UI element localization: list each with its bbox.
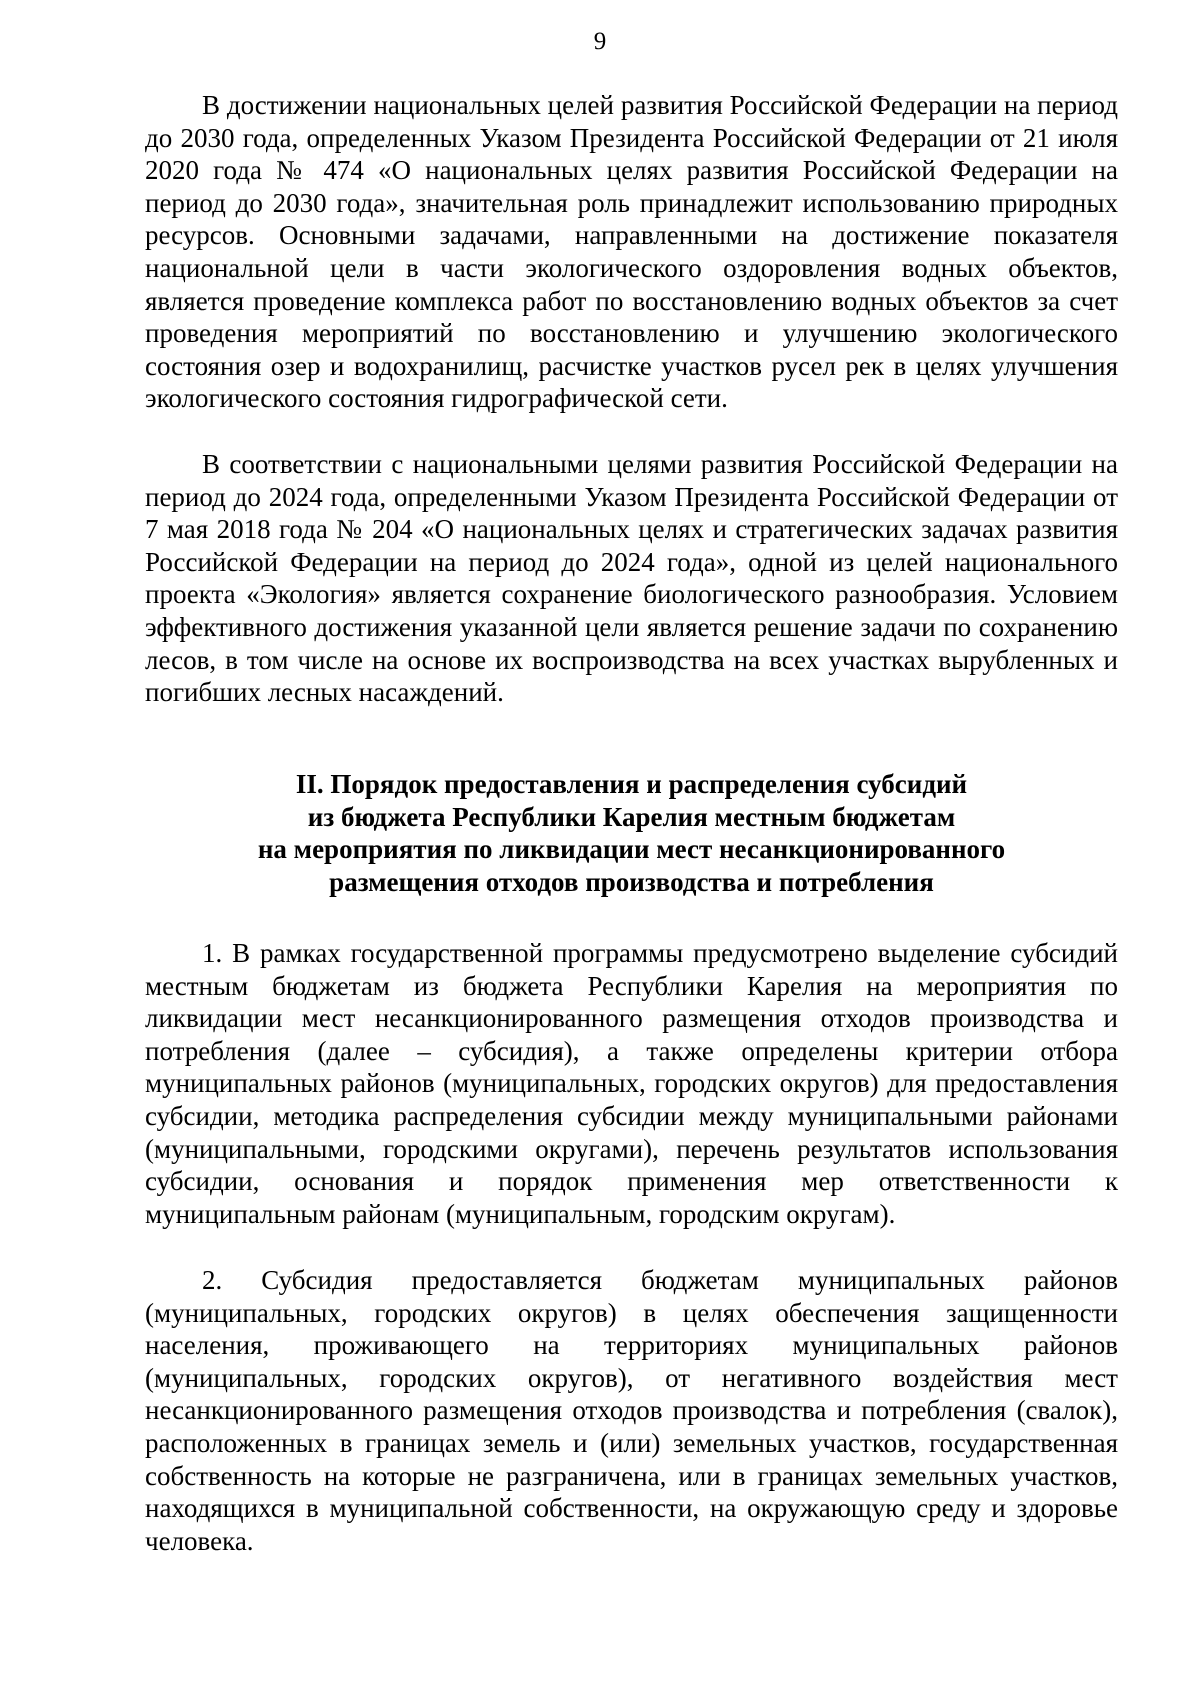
section-item-1: 1. В рамках государственной программы предусмотрено выделение субсидий местным бюджетам из бюджета Республики Карелия на мероприятия по ликвидации мест несанкционированного размещения отходов производства и потребления (далее – субсидия), а также определены критерии отбора муниципальных районов (муниципальных, городских округов) для предоставления субсидии, методика распределения субсидии между муниципальными районами (муниципальными, городскими округами), перечень результатов использования субсидии, основания и порядок применения мер ответственности к муниципальным районам (муниципальным, городским округам). (145, 938, 1118, 1229)
page-number: 9 (593, 28, 607, 55)
section-heading (145, 768, 1118, 898)
section-heading-line: из бюджета Республики Карелия местным бюджетам (307, 801, 956, 832)
paragraph-national-goals-2030: В достижении национальных целей развития Российской Федерации на период до 2030 года, определенных Указом Президента Российской Федерации от 21 июля 2020 года № 474 «О национальных целях развития Российской Федерации на период до 2030 года», значительная роль принадлежит использованию природных ресурсов. Основными задачами, направленными на достижение показателя национальной цели в части экологического оздоровления водных объектов, является проведение комплекса работ по восстановлению водных объектов за счет проведения мероприятий по восстановлению и улучшению экологического состояния озер и водохранилищ, расчистке участков русел рек в целях улучшения экологического состояния гидрографической сети. (145, 90, 1118, 414)
section-heading-line: на мероприятия по ликвидации мест несанкционированного (257, 834, 1006, 865)
section-heading-line: II. Порядок предоставления и распределения субсидий (295, 769, 968, 799)
paragraph-national-goals-2024: В соответствии с национальными целями развития Российской Федерации на период до 2024 года, определенными Указом Президента Российской Федерации от 7 мая 2018 года № 204 «О национальных целях и стратегических задачах развития Российской Федерации на период до 2024 года», одной из целей национального проекта «Экология» является сохранение биологического разнообразия. Условием эффективного достижения указанной цели является решение задачи по сохранению лесов, в том числе на основе их воспроизводства на всех участках вырубленных и погибших лесных насаждений. (145, 449, 1118, 708)
section-item-2: 2. Субсидия предоставляется бюджетам муниципальных районов (муниципальных, городских округов) в целях обеспечения защищенности населения, проживающего на территориях муниципальных районов (муниципальных, городских округов), от негативного воздействия мест несанкционированного размещения отходов производства и потребления (свалок), расположенных в границах земель и (или) земельных участков, государственная собственность на которые не разграничена, или в границах земельных участков, находящихся в муниципальной собственности, на окружающую среду и здоровье человека. (145, 1265, 1118, 1556)
section-heading-line: размещения отходов производства и потребления (329, 866, 934, 897)
